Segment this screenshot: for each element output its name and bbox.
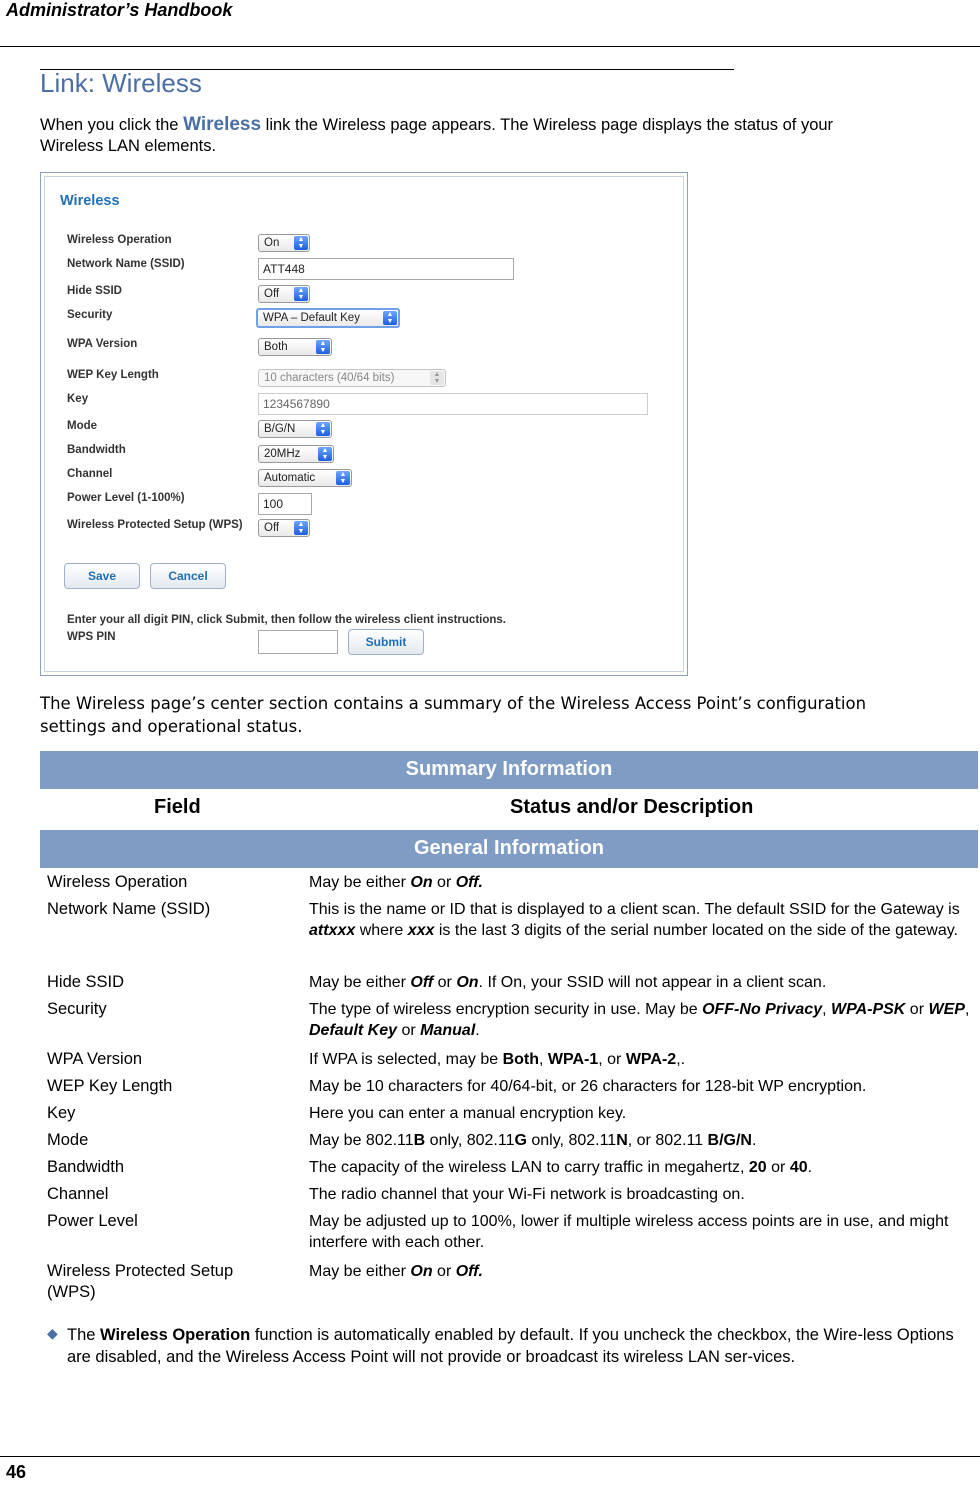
- field-cell: Network Name (SSID): [47, 900, 211, 918]
- intro-pre: When you click the: [40, 116, 184, 134]
- header-title: Administrator’s Handbook: [6, 0, 233, 20]
- desc-cell: This is the name or ID that is displayed to a client scan. The default SSID for the Gateway is attxxx where xxx is the last 3 digits of the serial number located on the side of the gateway.: [309, 901, 960, 939]
- field-cell: Wireless Protected Setup (WPS): [47, 1262, 234, 1301]
- field-cell: Bandwidth: [47, 1158, 125, 1176]
- summary-paragraph: [40, 692, 970, 738]
- section-title: Link: Wireless: [40, 68, 202, 98]
- group-band: General Information: [40, 830, 978, 868]
- wireless-operation-value: On: [264, 237, 280, 249]
- select-arrows-icon: ▲ ▼: [430, 371, 444, 385]
- page-number: 46: [6, 1462, 27, 1482]
- label-wpa-version: WPA Version: [67, 338, 138, 350]
- label-wps: Wireless Protected Setup (WPS): [67, 519, 243, 531]
- label-channel: Channel: [67, 468, 113, 480]
- field-cell: Channel: [47, 1185, 109, 1203]
- field-cell: Key: [47, 1104, 76, 1122]
- select-arrows-icon: ▲ ▼: [316, 422, 330, 436]
- label-hide-ssid: Hide SSID: [67, 285, 122, 297]
- desc-cell: Here you can enter a manual encryption key.: [309, 1105, 627, 1122]
- note-paragraph: The Wireless Operation function is automatically enabled by default. If you uncheck the checkbox, the Wire-less Options are disabled, and the Wireless Access Point will not provide or broadcast its wireless LAN ser-vices.: [67, 1326, 954, 1366]
- select-arrows-icon: ▲ ▼: [294, 236, 308, 250]
- select-arrows-icon: ▲ ▼: [336, 471, 350, 485]
- select-arrows-icon: ▲ ▼: [383, 311, 397, 325]
- channel-value: Automatic: [264, 472, 316, 484]
- select-arrows-icon: ▲ ▼: [294, 287, 308, 301]
- submit-button[interactable]: Submit: [348, 629, 424, 655]
- label-security: Security: [67, 309, 113, 321]
- wireless-link[interactable]: Wireless: [183, 114, 262, 135]
- field-cell: Power Level: [47, 1212, 138, 1230]
- table-title-band: Summary Information: [40, 751, 978, 789]
- channel-select[interactable]: [258, 469, 352, 487]
- field-cell: WEP Key Length: [47, 1077, 173, 1095]
- hide-ssid-value: Off: [264, 288, 280, 300]
- power-level-input[interactable]: 100: [258, 493, 312, 515]
- desc-cell: The type of wireless encryption security in use. May be OFF-No Privacy, WPA-PSK or WEP, Default Key or Manual.: [309, 1001, 970, 1039]
- intro-paragraph: [40, 114, 960, 157]
- column-field-header: Field: [154, 796, 201, 818]
- save-button[interactable]: Save: [64, 563, 140, 589]
- summary-line-2: settings and operational status.: [40, 717, 303, 736]
- select-arrows-icon: ▲ ▼: [294, 521, 308, 535]
- column-desc-header: Status and/or Description: [510, 796, 754, 818]
- desc-cell: May be either Off or On. If On, your SSID will not appear in a client scan.: [309, 974, 827, 991]
- intro-post: link the Wireless page appears. The Wireless page displays the status of your: [261, 116, 834, 134]
- wpa-version-value: Both: [264, 341, 288, 353]
- desc-cell: May be adjusted up to 100%, lower if multiple wireless access points are in use, and might interfere with each other.: [309, 1213, 949, 1251]
- screenshot-frame: [44, 176, 684, 672]
- wps-instruction: Enter your all digit PIN, click Submit, then follow the wireless client instructions.: [67, 614, 506, 626]
- label-key: Key: [67, 393, 89, 405]
- mode-value: B/G/N: [264, 423, 296, 435]
- wireless-screenshot: [40, 172, 688, 676]
- desc-cell: The capacity of the wireless LAN to carry traffic in megahertz, 20 or 40.: [309, 1159, 813, 1176]
- label-ssid: Network Name (SSID): [67, 258, 185, 270]
- select-arrows-icon: ▲ ▼: [318, 447, 332, 461]
- cancel-button[interactable]: Cancel: [150, 563, 226, 589]
- wps-value: Off: [264, 522, 280, 534]
- hide-ssid-select[interactable]: [258, 285, 310, 303]
- label-wireless-operation: Wireless Operation: [67, 234, 172, 246]
- field-cell: Mode: [47, 1131, 89, 1149]
- label-wep-key-length: WEP Key Length: [67, 369, 159, 381]
- desc-cell: May be 10 characters for 40/64-bit, or 26 characters for 128-bit WP encryption.: [309, 1078, 867, 1095]
- security-select[interactable]: [256, 308, 400, 328]
- bandwidth-select[interactable]: [258, 445, 334, 463]
- wps-select[interactable]: [258, 519, 310, 537]
- wireless-operation-select[interactable]: [258, 234, 310, 252]
- desc-cell: If WPA is selected, may be Both, WPA-1, or WPA-2,.: [309, 1051, 686, 1068]
- mode-select[interactable]: [258, 420, 332, 438]
- desc-cell: May be 802.11B only, 802.11G only, 802.11N, or 802.11 B/G/N.: [309, 1132, 757, 1149]
- desc-cell: May be either On or Off.: [309, 874, 483, 891]
- wep-key-length-select[interactable]: [258, 369, 446, 387]
- label-wps-pin: WPS PIN: [67, 631, 116, 643]
- wpa-version-select[interactable]: [258, 338, 332, 356]
- label-power-level: Power Level (1-100%): [67, 492, 185, 504]
- desc-cell: The radio channel that your Wi-Fi network is broadcasting on.: [309, 1186, 745, 1203]
- wep-key-length-value: 10 characters (40/64 bits): [264, 372, 395, 384]
- desc-cell: May be either On or Off.: [309, 1263, 483, 1280]
- diamond-bullet-icon: ◆: [47, 1325, 58, 1341]
- key-input[interactable]: 1234567890: [258, 393, 648, 415]
- select-arrows-icon: ▲ ▼: [316, 340, 330, 354]
- bandwidth-value: 20MHz: [264, 448, 301, 460]
- field-cell: Wireless Operation: [47, 873, 188, 891]
- header-rule: [0, 46, 980, 47]
- footer-rule: [0, 1456, 980, 1457]
- label-mode: Mode: [67, 420, 98, 432]
- label-bandwidth: Bandwidth: [67, 444, 126, 456]
- intro-post-2: Wireless LAN elements.: [40, 137, 217, 155]
- wps-pin-input[interactable]: [258, 630, 338, 654]
- security-value: WPA – Default Key: [263, 312, 360, 324]
- ssid-input[interactable]: ATT448: [258, 258, 514, 280]
- summary-line-1: The Wireless page’s center section contains a summary of the Wireless Access Point’s configuration: [40, 694, 867, 713]
- field-cell: Security: [47, 1000, 107, 1018]
- field-cell: Hide SSID: [47, 973, 125, 991]
- screenshot-title: Wireless: [60, 193, 120, 209]
- field-cell: WPA Version: [47, 1050, 143, 1068]
